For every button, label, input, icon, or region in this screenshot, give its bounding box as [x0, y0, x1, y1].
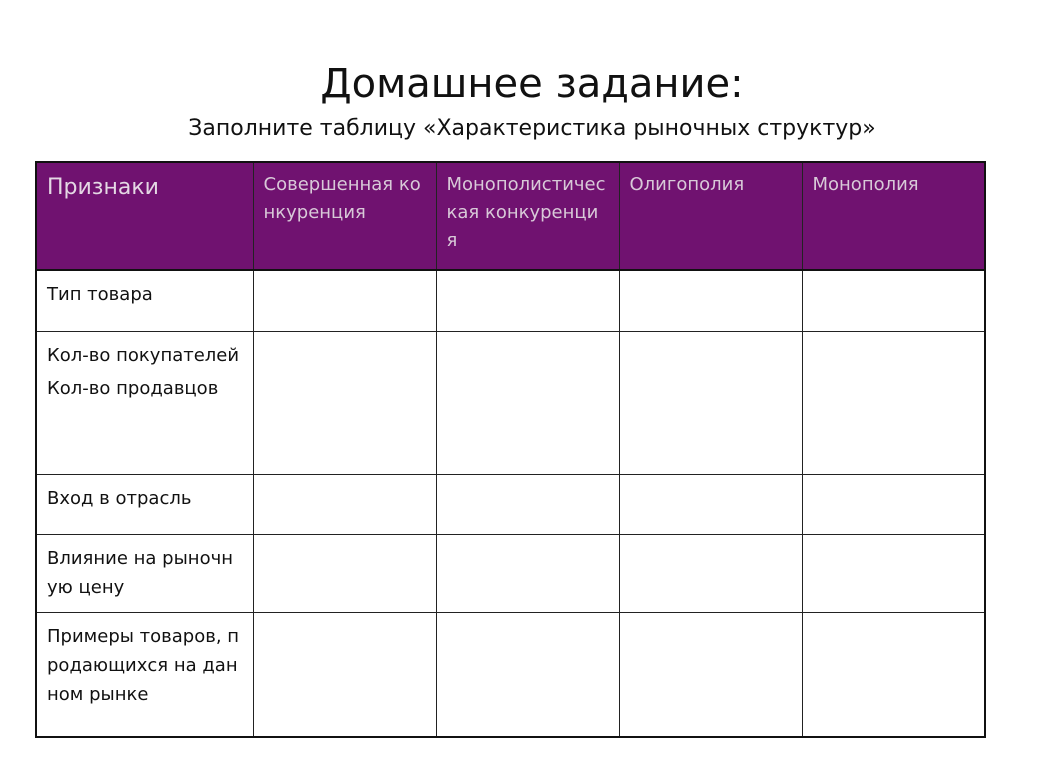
empty-answer-cell: [802, 270, 985, 331]
header-cell-perfect-competition: [253, 162, 436, 270]
row-label-cell: [36, 331, 253, 474]
empty-answer-cell: [619, 534, 802, 612]
header-monopolistic-competition-label: Монополистическая конкуренция: [446, 174, 606, 251]
table-row-industry-entry: [36, 474, 985, 534]
row-label-cell: [36, 474, 253, 534]
market-structures-table: [35, 161, 986, 738]
slide-title: Домашнее задание:: [320, 61, 744, 107]
empty-answer-cell: [436, 534, 619, 612]
empty-answer-cell: [253, 534, 436, 612]
table-row-price-influence: [36, 534, 985, 612]
empty-answer-cell: [619, 270, 802, 331]
row-label-price-influence: Влияние на рыночную цену: [47, 547, 233, 598]
empty-answer-cell: [619, 331, 802, 474]
header-oligopoly-label: Олигополия: [629, 174, 745, 195]
empty-answer-cell: [436, 474, 619, 534]
table-header-row: [36, 162, 985, 270]
empty-answer-cell: [253, 474, 436, 534]
row-label-goods-type: Тип товара: [47, 284, 153, 305]
empty-answer-cell: [253, 331, 436, 474]
slide-subtitle: Заполните таблицу «Характеристика рыночных структур»: [188, 116, 876, 141]
empty-answer-cell: [253, 270, 436, 331]
empty-answer-cell: [802, 612, 985, 737]
header-perfect-competition-label: Совершенная конкуренция: [263, 174, 421, 223]
table-row-examples: [36, 612, 985, 737]
header-cell-features: [36, 162, 253, 270]
row-label-sellers-count: Кол-во продавцов: [47, 377, 219, 399]
header-features-label: Признаки: [47, 175, 159, 200]
empty-answer-cell: [619, 612, 802, 737]
header-monopoly-label: Монополия: [812, 174, 919, 195]
empty-answer-cell: [436, 270, 619, 331]
row-label-industry-entry: Вход в отрасль: [47, 487, 192, 509]
row-label-examples: Примеры товаров, продающихся на данном рынке: [47, 625, 240, 705]
row-label-buyers-count: Кол-во покупателей: [47, 344, 240, 366]
header-cell-oligopoly: [619, 162, 802, 270]
empty-answer-cell: [253, 612, 436, 737]
table-row-goods-type: [36, 270, 985, 331]
empty-answer-cell: [802, 474, 985, 534]
table-row-buyers-sellers: [36, 331, 985, 474]
row-label-cell: [36, 534, 253, 612]
row-label-buyers-sellers: [37, 332, 253, 403]
empty-answer-cell: [436, 331, 619, 474]
row-label-cell: [36, 270, 253, 331]
empty-answer-cell: [619, 474, 802, 534]
empty-answer-cell: [802, 534, 985, 612]
header-cell-monopolistic-competition: [436, 162, 619, 270]
header-cell-monopoly: [802, 162, 985, 270]
empty-answer-cell: [436, 612, 619, 737]
empty-answer-cell: [802, 331, 985, 474]
row-label-cell: [36, 612, 253, 737]
